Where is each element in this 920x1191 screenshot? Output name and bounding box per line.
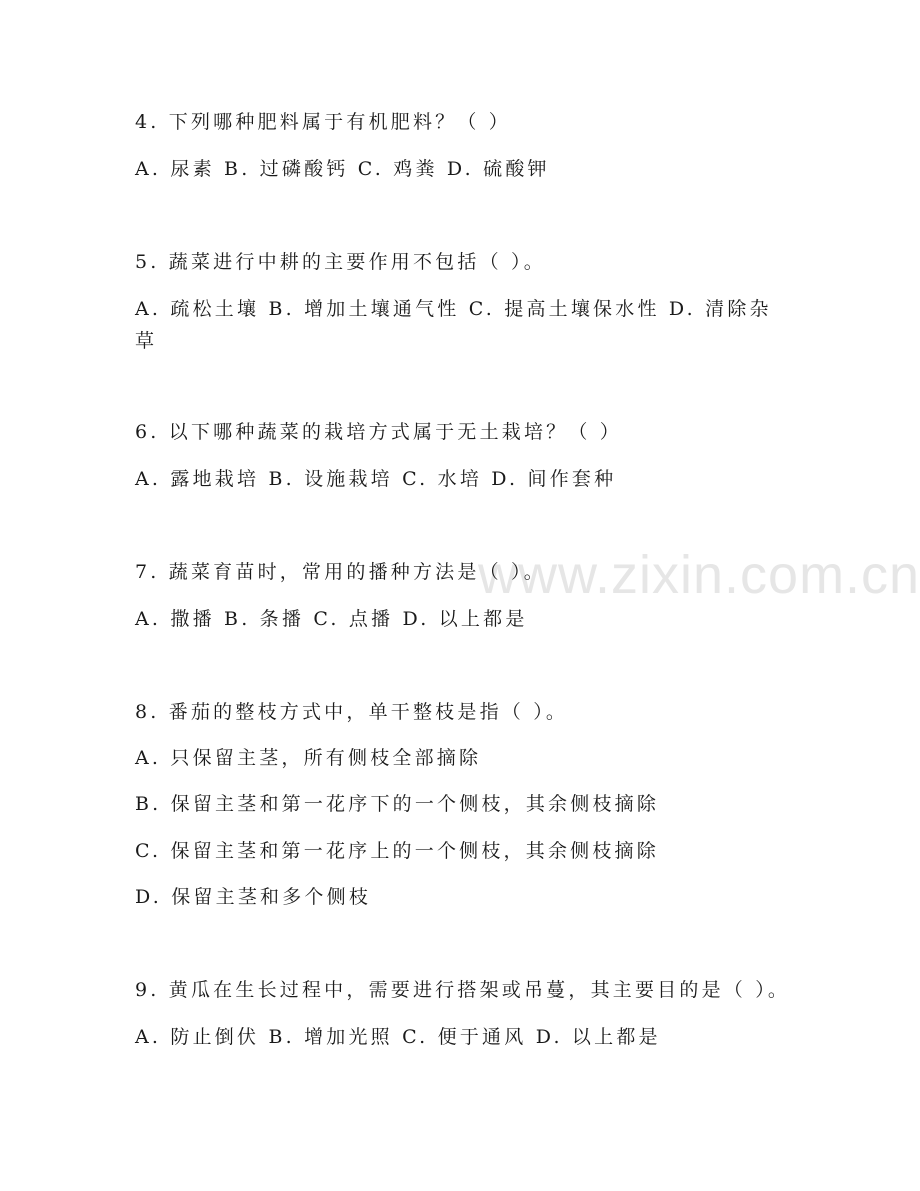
question-8-option-c: C. 保留主茎和第一花序上的一个侧枝，其余侧枝摘除 [135, 840, 659, 862]
question-7-stem: 7. 蔬菜育苗时，常用的播种方法是（ ）。 [135, 561, 546, 583]
question-6-stem: 6. 以下哪种蔬菜的栽培方式属于无土栽培？（ ） [135, 421, 623, 443]
question-9-stem: 9. 黄瓜在生长过程中，需要进行搭架或吊蔓，其主要目的是（ ）。 [135, 979, 791, 1001]
question-8-option-d: D. 保留主茎和多个侧枝 [135, 886, 372, 908]
question-5-options-wrap: 草 [135, 330, 158, 352]
watermark: www.zixin.com.cn [478, 545, 920, 605]
question-7-options: A. 撒播 B. 条播 C. 点播 D. 以上都是 [135, 608, 528, 630]
question-8-option-a: A. 只保留主茎，所有侧枝全部摘除 [135, 747, 482, 769]
question-4-stem: 4. 下列哪种肥料属于有机肥料？（ ） [135, 111, 512, 133]
question-9-options: A. 防止倒伏 B. 增加光照 C. 便于通风 D. 以上都是 [135, 1026, 661, 1048]
question-6-options: A. 露地栽培 B. 设施栽培 C. 水培 D. 间作套种 [135, 468, 617, 490]
question-5-stem: 5. 蔬菜进行中耕的主要作用不包括（ ）。 [135, 251, 546, 273]
question-8-option-b: B. 保留主茎和第一花序下的一个侧枝，其余侧枝摘除 [135, 793, 660, 815]
question-4-options: A. 尿素 B. 过磷酸钙 C. 鸡粪 D. 硫酸钾 [135, 158, 550, 180]
question-8-stem: 8. 番茄的整枝方式中，单干整枝是指（ ）。 [135, 701, 569, 723]
question-5-options: A. 疏松土壤 B. 增加土壤通气性 C. 提高土壤保水性 D. 清除杂 [135, 298, 772, 320]
